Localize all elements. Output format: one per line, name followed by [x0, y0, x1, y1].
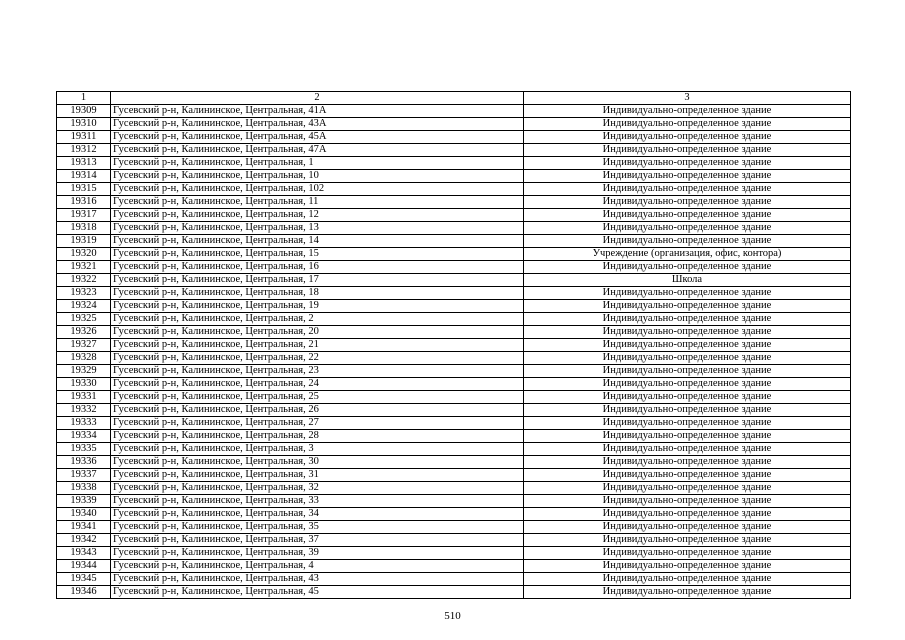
cell-object-type: Индивидуально-определенное здание	[524, 352, 851, 365]
cell-object-type: Индивидуально-определенное здание	[524, 391, 851, 404]
cell-object-type: Индивидуально-определенное здание	[524, 521, 851, 534]
table-row	[57, 144, 851, 157]
cell-number: 19339	[57, 495, 111, 508]
table-row	[57, 196, 851, 209]
cell-object-type: Индивидуально-определенное здание	[524, 300, 851, 313]
cell-address: Гусевский р-н, Калининское, Центральная, 45А	[111, 131, 524, 144]
cell-object-type: Индивидуально-определенное здание	[524, 326, 851, 339]
cell-object-type: Индивидуально-определенное здание	[524, 222, 851, 235]
cell-number: 19345	[57, 573, 111, 586]
cell-object-type: Индивидуально-определенное здание	[524, 430, 851, 443]
cell-address: Гусевский р-н, Калининское, Центральная, 24	[111, 378, 524, 391]
table-row	[57, 300, 851, 313]
cell-address: Гусевский р-н, Калининское, Центральная, 1	[111, 157, 524, 170]
cell-number: 19343	[57, 547, 111, 560]
cell-number: 19338	[57, 482, 111, 495]
cell-object-type: Индивидуально-определенное здание	[524, 118, 851, 131]
cell-object-type: Индивидуально-определенное здание	[524, 534, 851, 547]
table-row	[57, 534, 851, 547]
cell-address: Гусевский р-н, Калининское, Центральная, 22	[111, 352, 524, 365]
cell-address: Гусевский р-н, Калининское, Центральная, 26	[111, 404, 524, 417]
cell-object-type: Индивидуально-определенное здание	[524, 287, 851, 300]
cell-address: Гусевский р-н, Калининское, Центральная, 31	[111, 469, 524, 482]
cell-number: 19311	[57, 131, 111, 144]
cell-number: 19319	[57, 235, 111, 248]
cell-object-type: Индивидуально-определенное здание	[524, 547, 851, 560]
cell-address: Гусевский р-н, Калининское, Центральная, 32	[111, 482, 524, 495]
page-number: 510	[444, 610, 461, 622]
cell-address: Гусевский р-н, Калининское, Центральная, 19	[111, 300, 524, 313]
cell-address: Гусевский р-н, Калининское, Центральная, 3	[111, 443, 524, 456]
cell-number: 19342	[57, 534, 111, 547]
table-row	[57, 430, 851, 443]
cell-address: Гусевский р-н, Калининское, Центральная, 30	[111, 456, 524, 469]
table-row	[57, 573, 851, 586]
cell-object-type: Индивидуально-определенное здание	[524, 235, 851, 248]
table-row	[57, 170, 851, 183]
cell-address: Гусевский р-н, Калининское, Центральная, 16	[111, 261, 524, 274]
cell-number: 19324	[57, 300, 111, 313]
cell-address: Гусевский р-н, Калининское, Центральная, 18	[111, 287, 524, 300]
table-row	[57, 495, 851, 508]
cell-number: 19310	[57, 118, 111, 131]
table-row	[57, 222, 851, 235]
table-row	[57, 131, 851, 144]
cell-number: 19334	[57, 430, 111, 443]
cell-object-type: Индивидуально-определенное здание	[524, 196, 851, 209]
table-row	[57, 378, 851, 391]
table-row	[57, 547, 851, 560]
cell-address: Гусевский р-н, Калининское, Центральная, 10	[111, 170, 524, 183]
table-row	[57, 365, 851, 378]
table-row	[57, 235, 851, 248]
cell-object-type: Индивидуально-определенное здание	[524, 508, 851, 521]
cell-number: 19317	[57, 209, 111, 222]
cell-number: 19321	[57, 261, 111, 274]
cell-number: 19320	[57, 248, 111, 261]
cell-object-type: Индивидуально-определенное здание	[524, 365, 851, 378]
cell-number: 19331	[57, 391, 111, 404]
cell-number: 19315	[57, 183, 111, 196]
cell-object-type: Индивидуально-определенное здание	[524, 261, 851, 274]
table-row	[57, 404, 851, 417]
cell-address: Гусевский р-н, Калининское, Центральная, 23	[111, 365, 524, 378]
table-row	[57, 443, 851, 456]
cell-address: Гусевский р-н, Калининское, Центральная, 27	[111, 417, 524, 430]
cell-address: Гусевский р-н, Калининское, Центральная, 43А	[111, 118, 524, 131]
cell-number: 19314	[57, 170, 111, 183]
table-row	[57, 391, 851, 404]
cell-address: Гусевский р-н, Калининское, Центральная, 45	[111, 586, 524, 599]
cell-object-type: Индивидуально-определенное здание	[524, 560, 851, 573]
column-header-address: 2	[111, 92, 524, 105]
cell-number: 19323	[57, 287, 111, 300]
cell-number: 19309	[57, 105, 111, 118]
cell-object-type: Индивидуально-определенное здание	[524, 131, 851, 144]
cell-address: Гусевский р-н, Калининское, Центральная, 41А	[111, 105, 524, 118]
cell-object-type: Индивидуально-определенное здание	[524, 157, 851, 170]
table-body	[57, 105, 851, 599]
cell-address: Гусевский р-н, Калининское, Центральная, 2	[111, 313, 524, 326]
cell-address: Гусевский р-н, Калининское, Центральная, 34	[111, 508, 524, 521]
cell-address: Гусевский р-н, Калининское, Центральная, 35	[111, 521, 524, 534]
cell-number: 19313	[57, 157, 111, 170]
cell-address: Гусевский р-н, Калининское, Центральная, 11	[111, 196, 524, 209]
table-row	[57, 482, 851, 495]
cell-number: 19322	[57, 274, 111, 287]
cell-number: 19330	[57, 378, 111, 391]
cell-number: 19337	[57, 469, 111, 482]
cell-address: Гусевский р-н, Калининское, Центральная, 17	[111, 274, 524, 287]
cell-object-type: Индивидуально-определенное здание	[524, 573, 851, 586]
table-row	[57, 183, 851, 196]
cell-object-type: Индивидуально-определенное здание	[524, 170, 851, 183]
table-row	[57, 417, 851, 430]
table-row	[57, 456, 851, 469]
cell-address: Гусевский р-н, Калининское, Центральная, 13	[111, 222, 524, 235]
cell-address: Гусевский р-н, Калининское, Центральная, 4	[111, 560, 524, 573]
cell-address: Гусевский р-н, Калининское, Центральная, 21	[111, 339, 524, 352]
table-row	[57, 248, 851, 261]
cell-number: 19340	[57, 508, 111, 521]
cell-number: 19335	[57, 443, 111, 456]
cell-object-type: Индивидуально-определенное здание	[524, 378, 851, 391]
table-row	[57, 287, 851, 300]
cell-number: 19346	[57, 586, 111, 599]
cell-number: 19333	[57, 417, 111, 430]
cell-object-type: Индивидуально-определенное здание	[524, 404, 851, 417]
cell-address: Гусевский р-н, Калининское, Центральная, 33	[111, 495, 524, 508]
cell-object-type: Индивидуально-определенное здание	[524, 417, 851, 430]
cell-object-type: Учреждение (организация, офис, контора)	[524, 248, 851, 261]
cell-object-type: Индивидуально-определенное здание	[524, 339, 851, 352]
cell-object-type: Индивидуально-определенное здание	[524, 105, 851, 118]
cell-address: Гусевский р-н, Калининское, Центральная, 12	[111, 209, 524, 222]
table-row	[57, 157, 851, 170]
cell-number: 19316	[57, 196, 111, 209]
table-row	[57, 469, 851, 482]
table-row	[57, 105, 851, 118]
column-header-number: 1	[57, 92, 111, 105]
cell-object-type: Индивидуально-определенное здание	[524, 495, 851, 508]
cell-address: Гусевский р-н, Калининское, Центральная, 39	[111, 547, 524, 560]
table-row	[57, 274, 851, 287]
cell-address: Гусевский р-н, Калининское, Центральная, 47А	[111, 144, 524, 157]
cell-address: Гусевский р-н, Калининское, Центральная, 37	[111, 534, 524, 547]
cell-number: 19329	[57, 365, 111, 378]
cell-object-type: Индивидуально-определенное здание	[524, 586, 851, 599]
cell-number: 19341	[57, 521, 111, 534]
cell-object-type: Индивидуально-определенное здание	[524, 443, 851, 456]
cell-object-type: Индивидуально-определенное здание	[524, 313, 851, 326]
cell-object-type: Индивидуально-определенное здание	[524, 456, 851, 469]
cell-number: 19318	[57, 222, 111, 235]
table-row	[57, 209, 851, 222]
cell-number: 19325	[57, 313, 111, 326]
cell-number: 19327	[57, 339, 111, 352]
cell-object-type: Школа	[524, 274, 851, 287]
table-header-row	[57, 92, 851, 105]
column-header-object-type: 3	[524, 92, 851, 105]
table-row	[57, 118, 851, 131]
table-row	[57, 339, 851, 352]
table-row	[57, 261, 851, 274]
cell-object-type: Индивидуально-определенное здание	[524, 183, 851, 196]
cell-object-type: Индивидуально-определенное здание	[524, 144, 851, 157]
table-row	[57, 560, 851, 573]
cell-address: Гусевский р-н, Калининское, Центральная, 43	[111, 573, 524, 586]
cell-object-type: Индивидуально-определенное здание	[524, 469, 851, 482]
cell-number: 19312	[57, 144, 111, 157]
cell-number: 19336	[57, 456, 111, 469]
cell-number: 19326	[57, 326, 111, 339]
table-row	[57, 508, 851, 521]
cell-object-type: Индивидуально-определенное здание	[524, 482, 851, 495]
table-row	[57, 586, 851, 599]
cell-address: Гусевский р-н, Калининское, Центральная, 25	[111, 391, 524, 404]
cell-address: Гусевский р-н, Калининское, Центральная, 28	[111, 430, 524, 443]
cell-number: 19332	[57, 404, 111, 417]
table-row	[57, 521, 851, 534]
table-row	[57, 352, 851, 365]
property-register-table	[56, 91, 851, 599]
cell-number: 19344	[57, 560, 111, 573]
cell-number: 19328	[57, 352, 111, 365]
cell-address: Гусевский р-н, Калининское, Центральная, 20	[111, 326, 524, 339]
cell-address: Гусевский р-н, Калининское, Центральная, 14	[111, 235, 524, 248]
table-row	[57, 313, 851, 326]
cell-object-type: Индивидуально-определенное здание	[524, 209, 851, 222]
cell-address: Гусевский р-н, Калининское, Центральная, 102	[111, 183, 524, 196]
table-row	[57, 326, 851, 339]
cell-address: Гусевский р-н, Калининское, Центральная, 15	[111, 248, 524, 261]
